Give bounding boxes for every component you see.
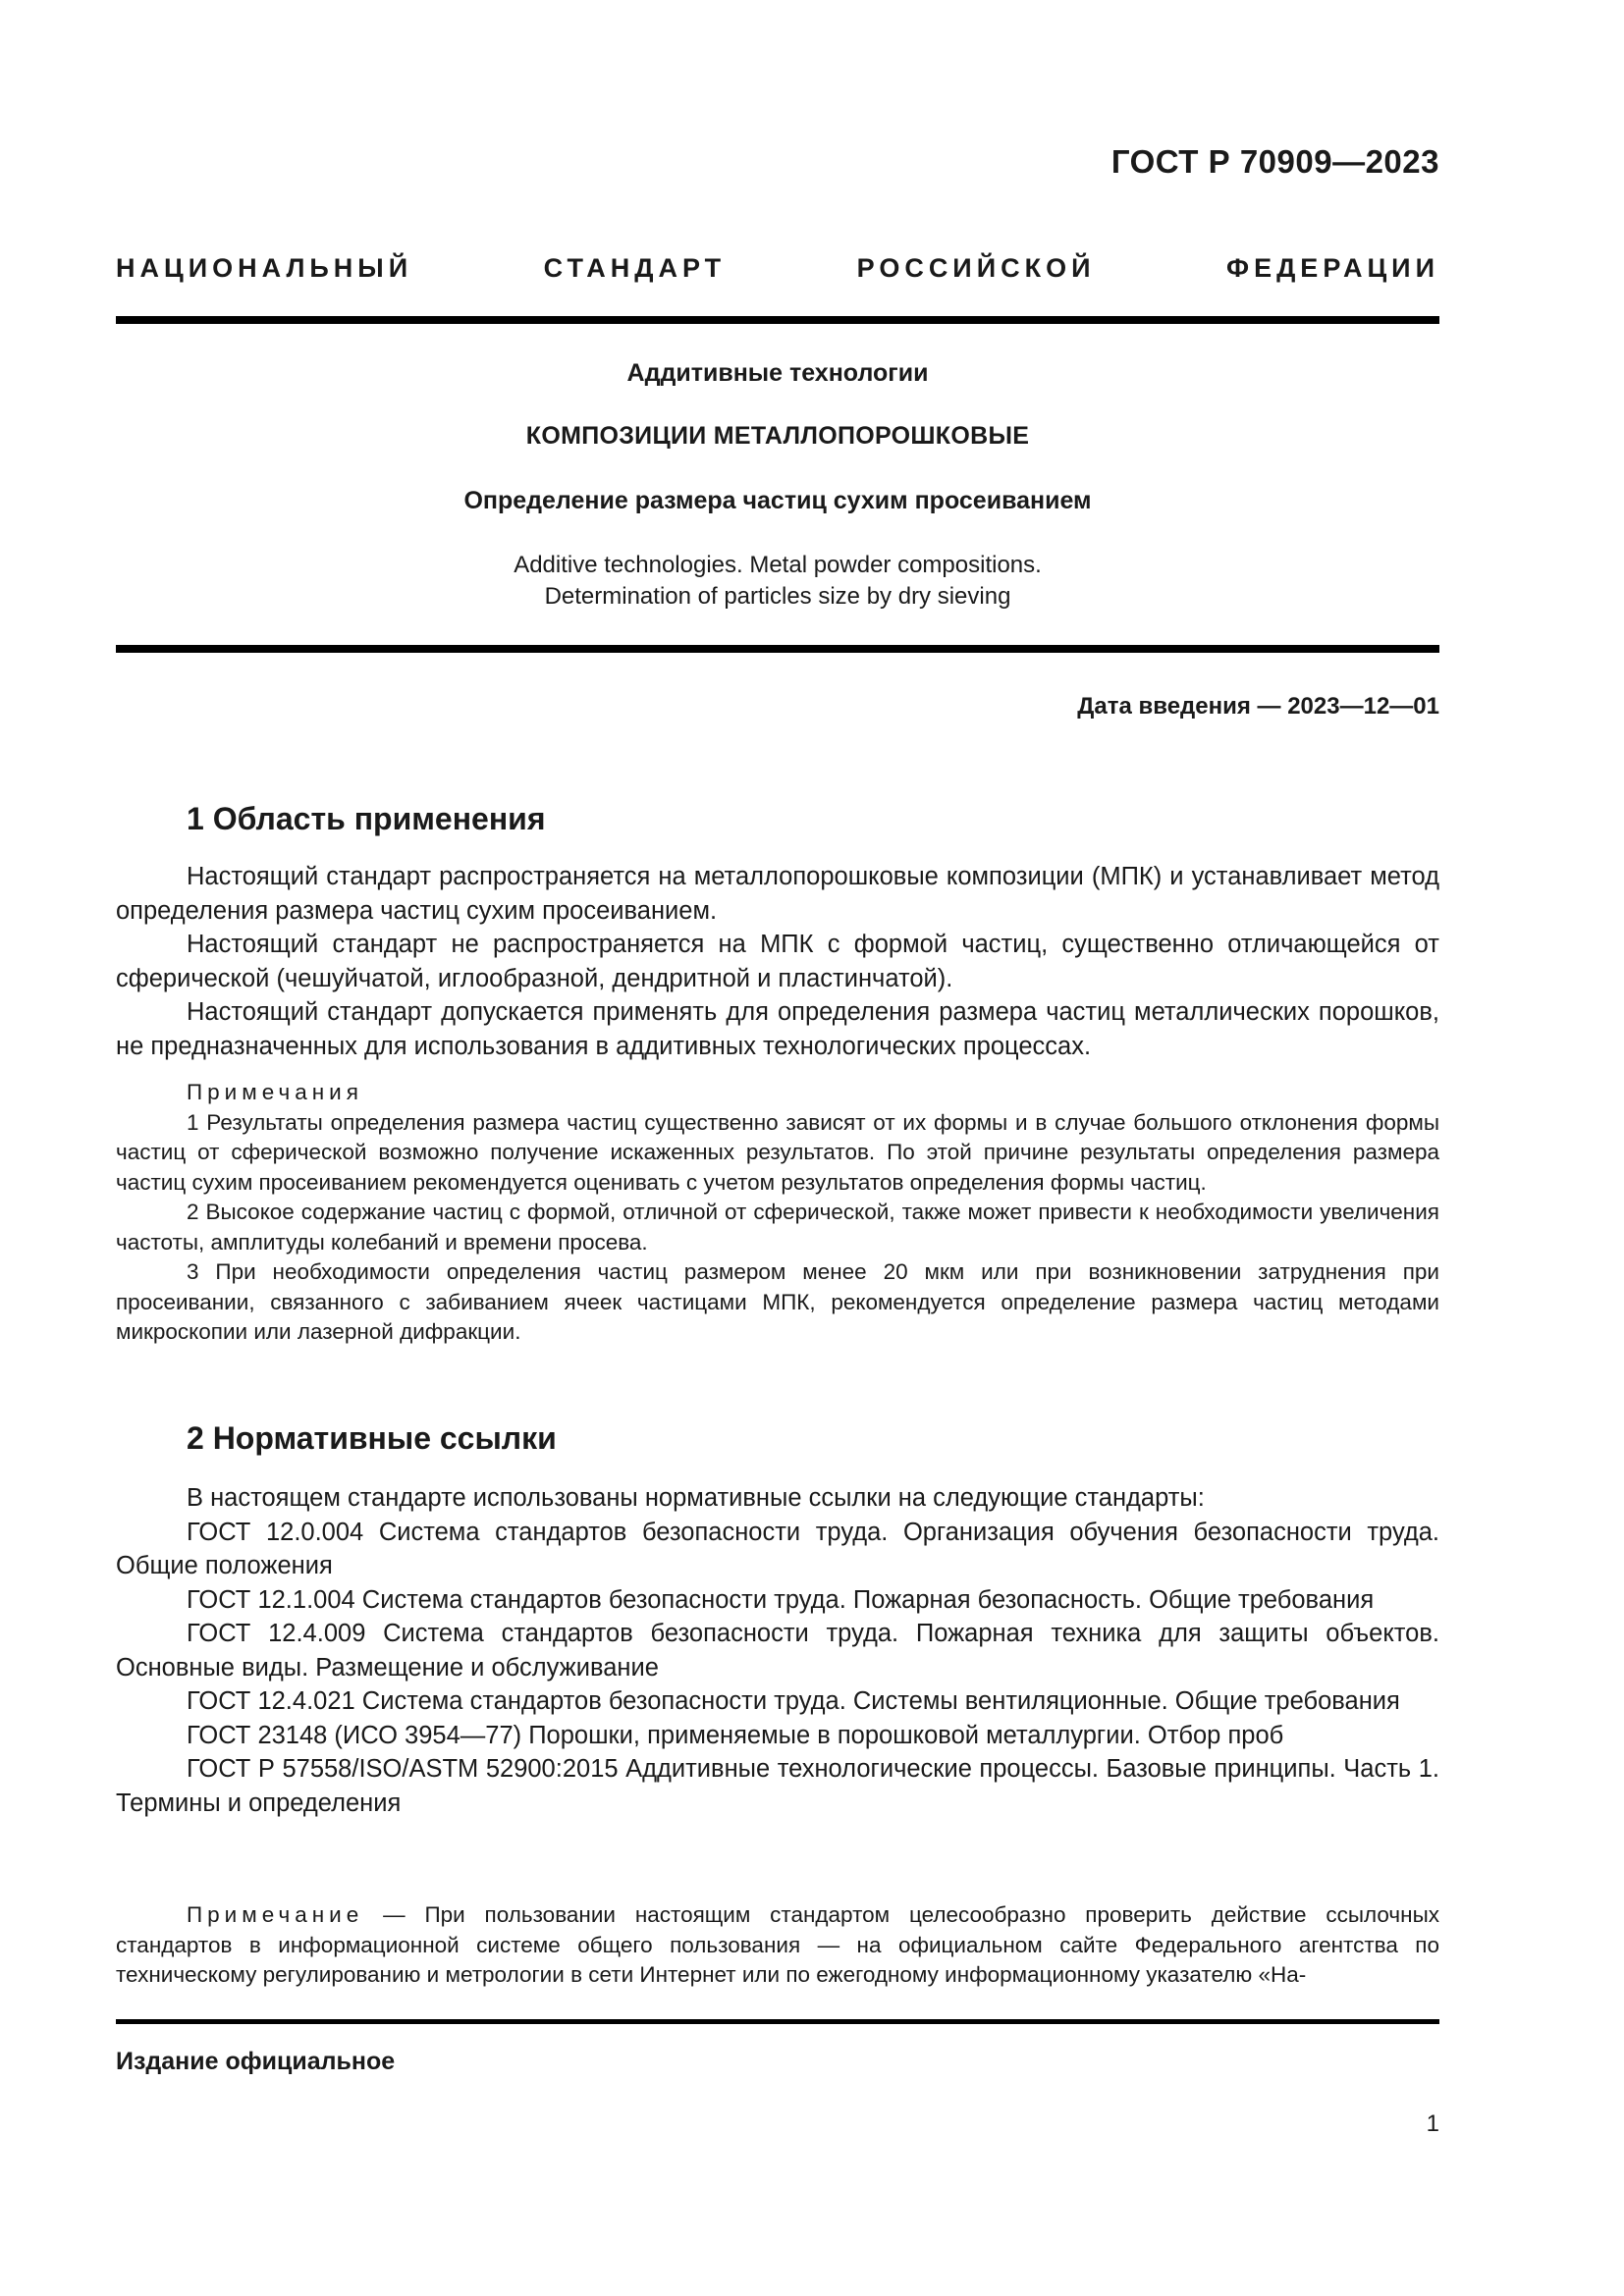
bottom-divider: [116, 2019, 1439, 2024]
english-title: [116, 550, 1439, 613]
footnote-label: Примечание: [187, 1902, 364, 1927]
normative-reference: ГОСТ 12.4.009 Система стандартов безопасности труда. Пожарная техника для защиты объектов. Основные виды. Размещение и обслуживание: [116, 1620, 1439, 1682]
document-number: ГОСТ Р 70909—2023: [1110, 143, 1439, 180]
title-line-2: КОМПОЗИЦИИ МЕТАЛЛОПОРОШКОВЫЕ: [525, 422, 1030, 450]
section-1-notes: [116, 1078, 1439, 1348]
english-title-line-1: Additive technologies. Metal powder compositions.: [514, 552, 1042, 578]
section-1-body: [116, 860, 1439, 1063]
official-edition-label: Издание официальное: [116, 2048, 396, 2075]
section-1-paragraph: Настоящий стандарт не распространяется на МПК с формой частиц, существенно отличающейся от сферической (чешуйчатой, иглообразной, дендритной и пластинчатой).: [116, 931, 1439, 992]
notes-label: Примечания: [187, 1080, 363, 1104]
normative-reference: ГОСТ 12.1.004 Система стандартов безопасности труда. Пожарная безопасность. Общие требования: [187, 1585, 1375, 1614]
section-2-body: [116, 1481, 1439, 1820]
page-number: 1: [1426, 2110, 1439, 2137]
section-1-paragraph: Настоящий стандарт распространяется на металлопорошковые композиции (МПК) и устанавливает метод определения размера частиц сухим просеиванием.: [116, 863, 1439, 925]
note-item: 1 Результаты определения размера частиц существенно зависят от их формы и в случае большого отклонения формы частиц от сферической возможно получение искаженных результатов. По этой причине результаты определения размера частиц сухим просеиванием рекомендуется оценивать с учетом результатов определения формы частиц.: [116, 1109, 1439, 1195]
footnote-paragraph: [116, 1900, 1439, 1991]
national-standard-banner: НАЦИОНАЛЬНЫЙ СТАНДАРТ РОССИЙСКОЙ ФЕДЕРАЦИИ: [116, 253, 1439, 283]
section-2-footnote: [116, 1900, 1439, 1991]
normative-reference: ГОСТ 12.4.021 Система стандартов безопасности труда. Системы вентиляционные. Общие требования: [187, 1687, 1400, 1715]
introduction-date: Дата введения — 2023—12—01: [1077, 693, 1439, 720]
normative-reference: ГОСТ 23148 (ИСО 3954—77) Порошки, применяемые в порошковой металлургии. Отбор проб: [187, 1721, 1284, 1749]
section-1-heading: 1 Область применения: [187, 801, 546, 836]
footnote-text: — При пользовании настоящим стандартом целесообразно проверить действие ссылочных стандартов в информационной системе общего пользования — на официальном сайте Федерального агентства по техническому регулированию и метрологии в сети Интернет или по ежегодному информационному указателю «На-: [116, 1902, 1439, 1987]
section-2-paragraph: В настоящем стандарте использованы нормативные ссылки на следующие стандарты:: [187, 1484, 1205, 1512]
note-item: 3 При необходимости определения частиц размером менее 20 мкм или при возникновении затруднения при просеивании, связанного с забиванием ячеек частицами МПК, рекомендуется определение размера частиц методами микроскопии или лазерной дифракции.: [116, 1259, 1439, 1344]
note-item: 2 Высокое содержание частиц с формой, отличной от сферической, также может привести к необходимости увеличения частоты, амплитуды колебаний и времени просева.: [116, 1200, 1439, 1255]
normative-reference: ГОСТ 12.0.004 Система стандартов безопасности труда. Организация обучения безопасности труда. Общие положения: [116, 1518, 1439, 1579]
title-line-3: Определение размера частиц сухим просеиванием: [463, 487, 1092, 514]
title-line-1: Аддитивные технологии: [626, 359, 929, 387]
top-divider: [116, 316, 1439, 324]
section-2-heading: 2 Нормативные ссылки: [187, 1420, 557, 1456]
english-title-line-2: Determination of particles size by dry sieving: [544, 583, 1011, 610]
normative-reference: ГОСТ Р 57558/ISO/ASTM 52900:2015 Аддитивные технологические процессы. Базовые принципы. Часть 1. Термины и определения: [116, 1755, 1439, 1817]
section-1-paragraph: Настоящий стандарт допускается применять для определения размера частиц металлических порошков, не предназначенных для использования в аддитивных технологических процессах.: [116, 998, 1439, 1060]
middle-divider: [116, 645, 1439, 653]
